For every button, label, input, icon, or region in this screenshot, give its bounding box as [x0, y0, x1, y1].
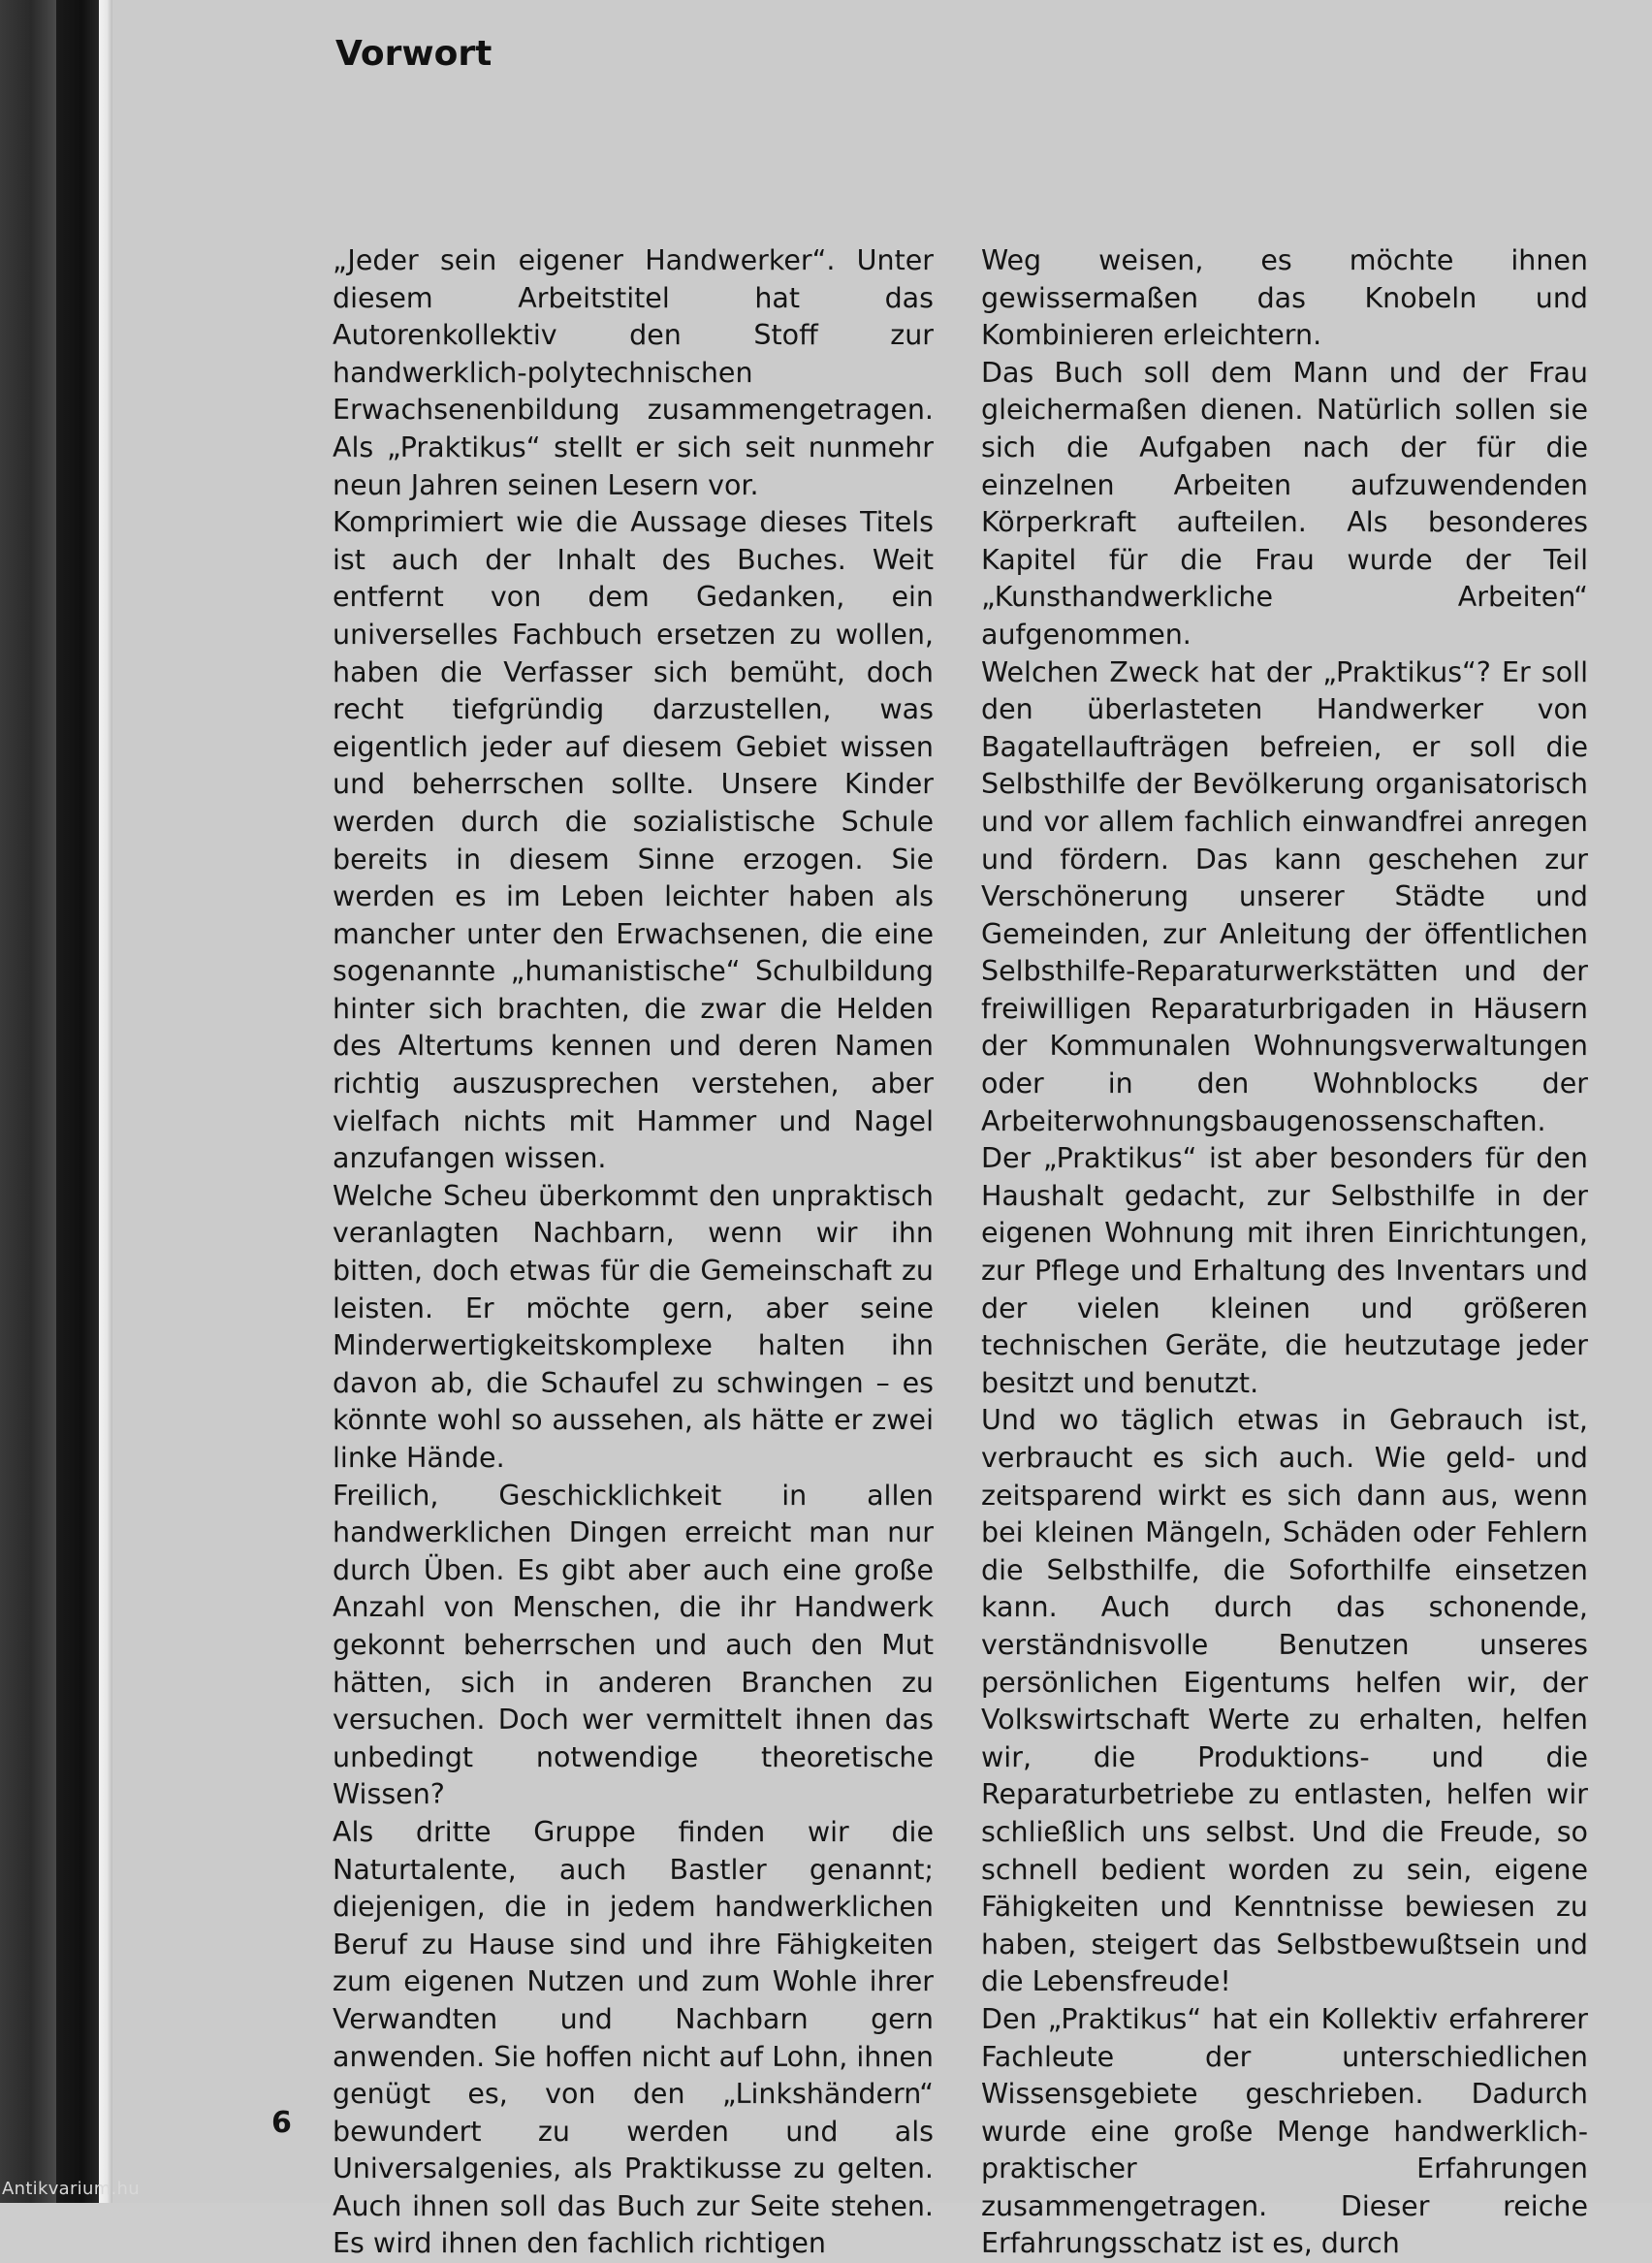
paragraph: Freilich, Geschicklichkeit in allen handwerklichen Dingen erreicht man nur durch Üben. Es gibt aber auch eine große Anzahl von Menschen, die ihr Handwerk gekonnt beherrschen und auch den Mut hätten, sich in anderen Branchen zu versuchen. Doch wer vermittelt ihnen das unbedingt notwendige theoretische Wissen?: [333, 1479, 934, 1811]
page-edge: [99, 0, 112, 2203]
watermark: Antikvarium.hu: [2, 2179, 140, 2199]
paragraph: Welche Scheu überkommt den unpraktisch veranlagten Nachbarn, wenn wir ihn bitten, doch etwas für die Gemeinschaft zu leisten. Er möchte gern, aber seine Minderwertigkeitskomplexe halten ihn davon ab, die Schaufel zu schwingen – es könnte wohl so aussehen, als hätte er zwei linke Hände.: [333, 1179, 934, 1474]
book-binding: [56, 0, 99, 2203]
page-number: 6: [271, 2106, 292, 2140]
text-column-left: [333, 242, 934, 2263]
paragraph: „Jeder sein eigener Handwerker“. Unter diesem Arbeitstitel hat das Autorenkollektiv den Stoff zur handwerklich-polytechnischen Erwachsenenbildung zusammengetragen. Als „Praktikus“ stellt er sich seit nunmehr neun Jahren seinen Lesern vor.: [333, 244, 934, 501]
paragraph: Weg weisen, es möchte ihnen gewissermaßen das Knobeln und Kombinieren erleichtern.: [981, 244, 1588, 352]
paragraph: Komprimiert wie die Aussage dieses Titels ist auch der Inhalt des Buches. Weit entfernt von dem Gedanken, ein universelles Fachbuch ersetzen zu wollen, haben die Verfasser sich bemüht, doch recht tiefgründig darzustellen, was eigentlich jeder auf diesem Gebiet wissen und beherrschen sollte. Unsere Kinder werden durch die sozialistische Schule bereits in diesem Sinne erzogen. Sie werden es im Leben leichter haben als mancher unter den Erwachsenen, die eine sogenannte „humanistische“ Schulbildung hinter sich brachten, die zwar die Helden des Altertums kennen und deren Namen richtig auszusprechen verstehen, aber vielfach nichts mit Hammer und Nagel anzufangen wissen.: [333, 506, 934, 1175]
text-column-right: [981, 242, 1588, 2263]
paragraph: Und wo täglich etwas in Gebrauch ist, verbraucht es sich auch. Wie geld- und zeitsparend wirkt es sich dann aus, wenn bei kleinen Mängeln, Schäden oder Fehlern die Selbsthilfe, die Soforthilfe einsetzen kann. Auch durch das schonende, verständnisvolle Benutzen unseres persönlichen Eigentums helfen wir, der Volkswirtschaft Werte zu erhalten, helfen wir, die Produktions- und die Reparaturbetriebe zu entlasten, helfen wir schließlich uns selbst. Und die Freude, so schnell bedient worden zu sein, eigene Fähigkeiten und Kenntnisse bewiesen zu haben, steigert das Selbstbewußtsein und die Lebensfreude!: [981, 1404, 1588, 1998]
paragraph: Den „Praktikus“ hat ein Kollektiv erfahrerer Fachleute der unterschiedlichen Wissensgebiete geschrieben. Dadurch wurde eine große Menge handwerklich-praktischer Erfahrungen zusammengetragen. Dieser reiche Erfahrungsschatz ist es, durch: [981, 2002, 1588, 2260]
paragraph: Welchen Zweck hat der „Praktikus“? Er soll den überlasteten Handwerker von Bagatellaufträgen befreien, er soll die Selbsthilfe der Bevölkerung organisatorisch und vor allem fachlich einwandfrei anregen und fördern. Das kann geschehen zur Verschönerung unserer Städte und Gemeinden, zur Anleitung der öffentlichen Selbsthilfe-Reparaturwerkstätten und der freiwilligen Reparaturbrigaden in Häusern der Kommunalen Wohnungsverwaltungen oder in den Wohnblocks der Arbeiterwohnungsbaugenossenschaften. Der „Praktikus“ ist aber besonders für den Haushalt gedacht, zur Selbsthilfe in der eigenen Wohnung mit ihren Einrichtungen, zur Pflege und Erhaltung des Inventars und der vielen kleinen und größeren technischen Geräte, die heutzutage jeder besitzt und benutzt.: [981, 655, 1588, 1399]
paragraph: Das Buch soll dem Mann und der Frau gleichermaßen dienen. Natürlich sollen sie sich die Aufgaben nach der für die einzelnen Arbeiten aufzuwendenden Körperkraft aufteilen. Als besonderes Kapitel für die Frau wurde der Teil „Kunsthandwerkliche Arbeiten“ aufgenommen.: [981, 356, 1588, 651]
book-spine: [0, 0, 56, 2203]
page-heading: Vorwort: [335, 34, 492, 74]
paragraph: Als dritte Gruppe finden wir die Naturtalente, auch Bastler genannt; diejenigen, die in jedem handwerklichen Beruf zu Hause sind und ihre Fähigkeiten zum eigenen Nutzen und zum Wohle ihrer Verwandten und Nachbarn gern anwenden. Sie hoffen nicht auf Lohn, ihnen genügt es, von den „Linkshändern“ bewundert zu werden und als Universalgenies, als Praktikusse zu gelten. Auch ihnen soll das Buch zur Seite stehen. Es wird ihnen den fachlich richtigen: [333, 1815, 934, 2260]
